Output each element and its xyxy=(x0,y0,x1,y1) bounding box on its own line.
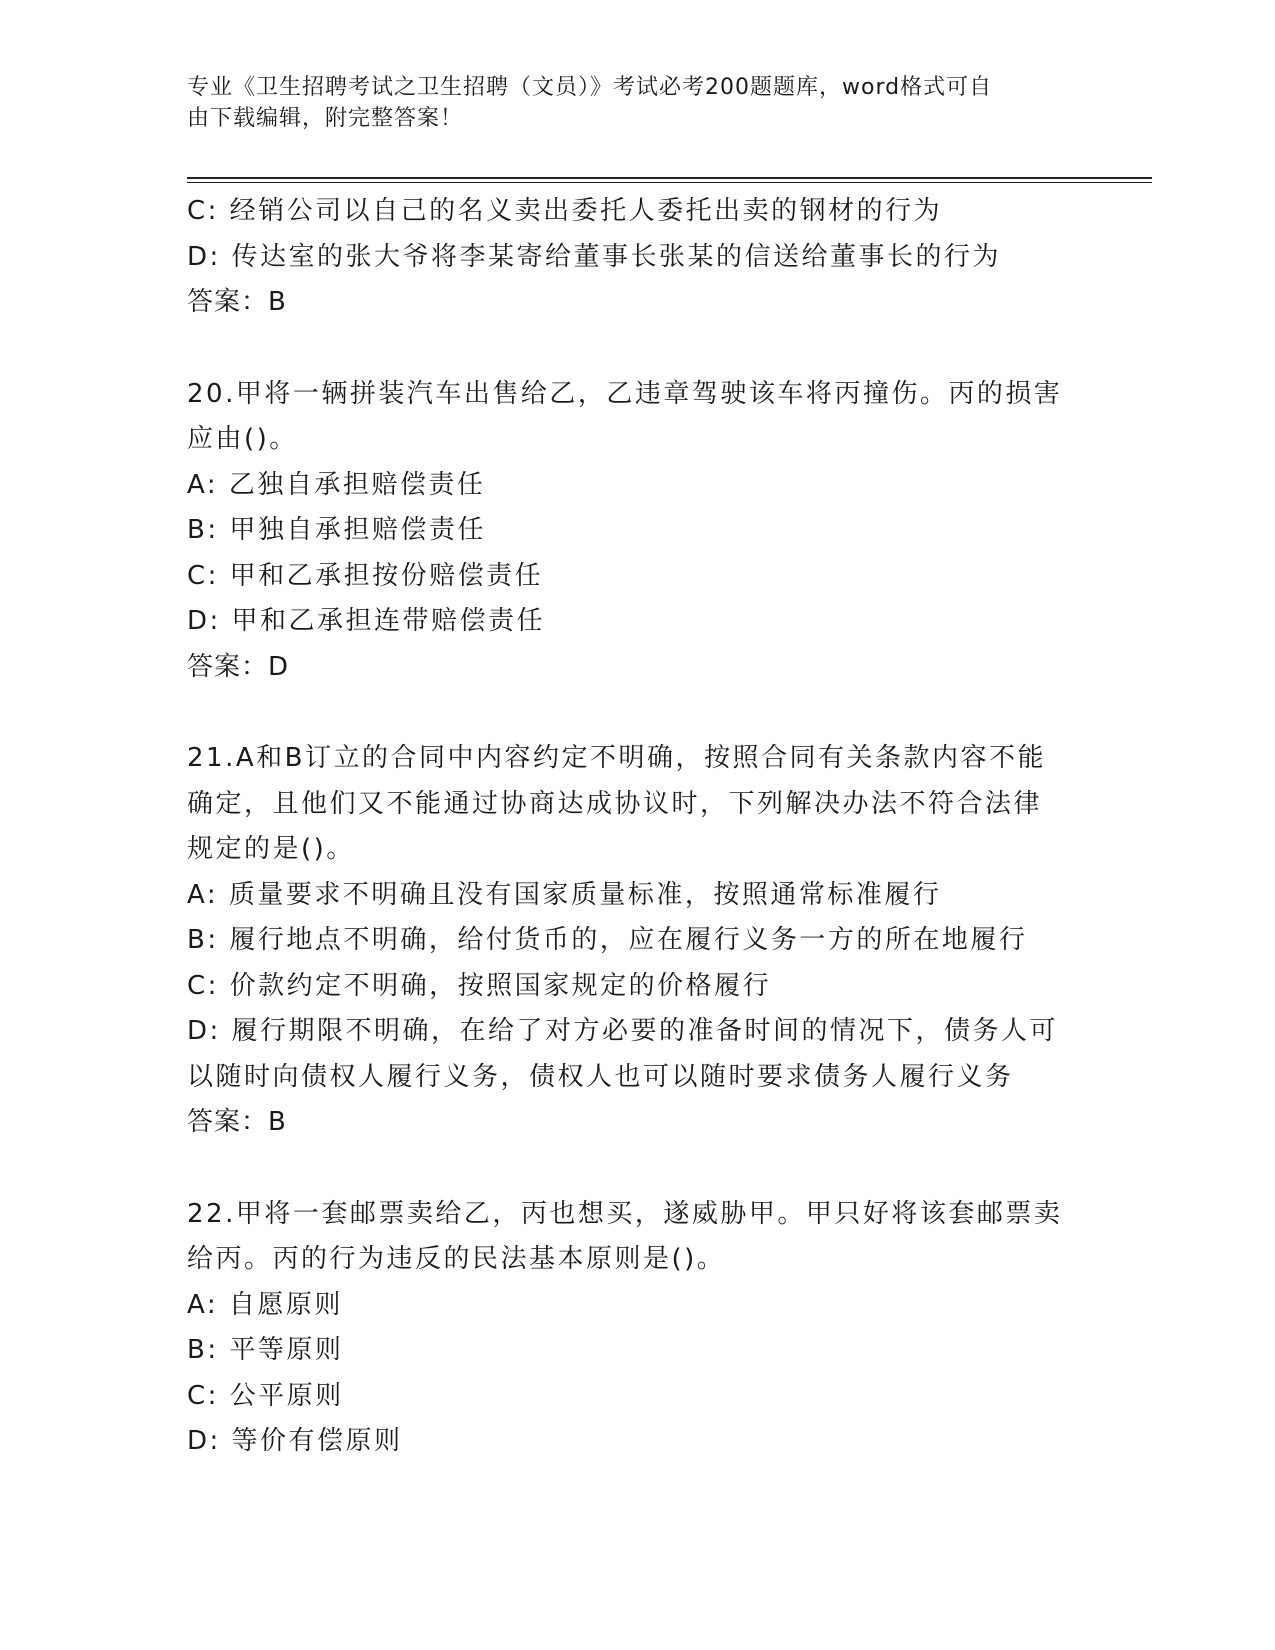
prev-answer: 答案：B xyxy=(187,287,287,317)
option-d: D: 甲和乙承担连带赔偿责任 xyxy=(187,606,546,636)
question-text-line: 应由()。 xyxy=(187,424,298,454)
document-header xyxy=(187,72,1067,134)
option-d-continued: 以随时向债权人履行义务，债权人也可以随时要求债务人履行义务 xyxy=(187,1061,1014,1092)
header-divider-thick xyxy=(187,177,1152,179)
question-text-line: 21.A和B订立的合同中内容约定不明确，按照合同有关条款内容不能 xyxy=(187,743,1046,773)
question-20 xyxy=(187,372,1087,691)
header-line-2: 由下载编辑，附完整答案！ xyxy=(187,106,464,131)
header-line-1: 专业《卫生招聘考试之卫生招聘（文员）》考试必考200题题库，word格式可自 xyxy=(187,75,993,100)
answer: 答案：D xyxy=(187,651,290,682)
option-d: D: 等价有偿原则 xyxy=(187,1426,403,1456)
prev-option-c: C: 经销公司以自己的名义卖出委托人委托出卖的钢材的行为 xyxy=(187,196,943,226)
question-text-line: 给丙。丙的行为违反的民法基本原则是()。 xyxy=(187,1244,726,1274)
option-a: A: 质量要求不明确且没有国家质量标准，按照通常标准履行 xyxy=(187,879,942,910)
option-c: C: 价款约定不明确，按照国家规定的价格履行 xyxy=(187,970,772,1001)
question-text-line: 20.甲将一辆拼装汽车出售给乙，乙违章驾驶该车将丙撞伤。丙的损害 xyxy=(187,378,1063,409)
header-divider-thin xyxy=(187,182,1152,183)
question-21 xyxy=(187,736,1087,1146)
option-d: D: 履行期限不明确，在给了对方必要的准备时间的情况下，债务人可 xyxy=(187,1016,1059,1046)
answer: 答案：B xyxy=(187,1107,287,1137)
option-b: B: 履行地点不明确，给付货币的，应在履行义务一方的所在地履行 xyxy=(187,925,1028,955)
question-text-line: 规定的是()。 xyxy=(187,834,355,864)
prev-option-d: D: 传达室的张大爷将李某寄给董事长张某的信送给董事长的行为 xyxy=(187,241,1002,272)
option-c: C: 甲和乙承担按份赔偿责任 xyxy=(187,560,544,591)
option-a: A: 乙独自承担赔偿责任 xyxy=(187,469,486,500)
option-b: B: 甲独自承担赔偿责任 xyxy=(187,515,486,545)
option-a: A: 自愿原则 xyxy=(187,1289,343,1320)
option-c: C: 公平原则 xyxy=(187,1380,344,1411)
question-text-line: 确定，且他们又不能通过协商达成协议时，下列解决办法不符合法律 xyxy=(187,788,1043,819)
question-content xyxy=(187,189,1087,1465)
question-text-line: 22.甲将一套邮票卖给乙，丙也想买，遂威胁甲。甲只好将该套邮票卖 xyxy=(187,1198,1063,1229)
question-22 xyxy=(187,1192,1087,1465)
option-b: B: 平等原则 xyxy=(187,1335,344,1365)
